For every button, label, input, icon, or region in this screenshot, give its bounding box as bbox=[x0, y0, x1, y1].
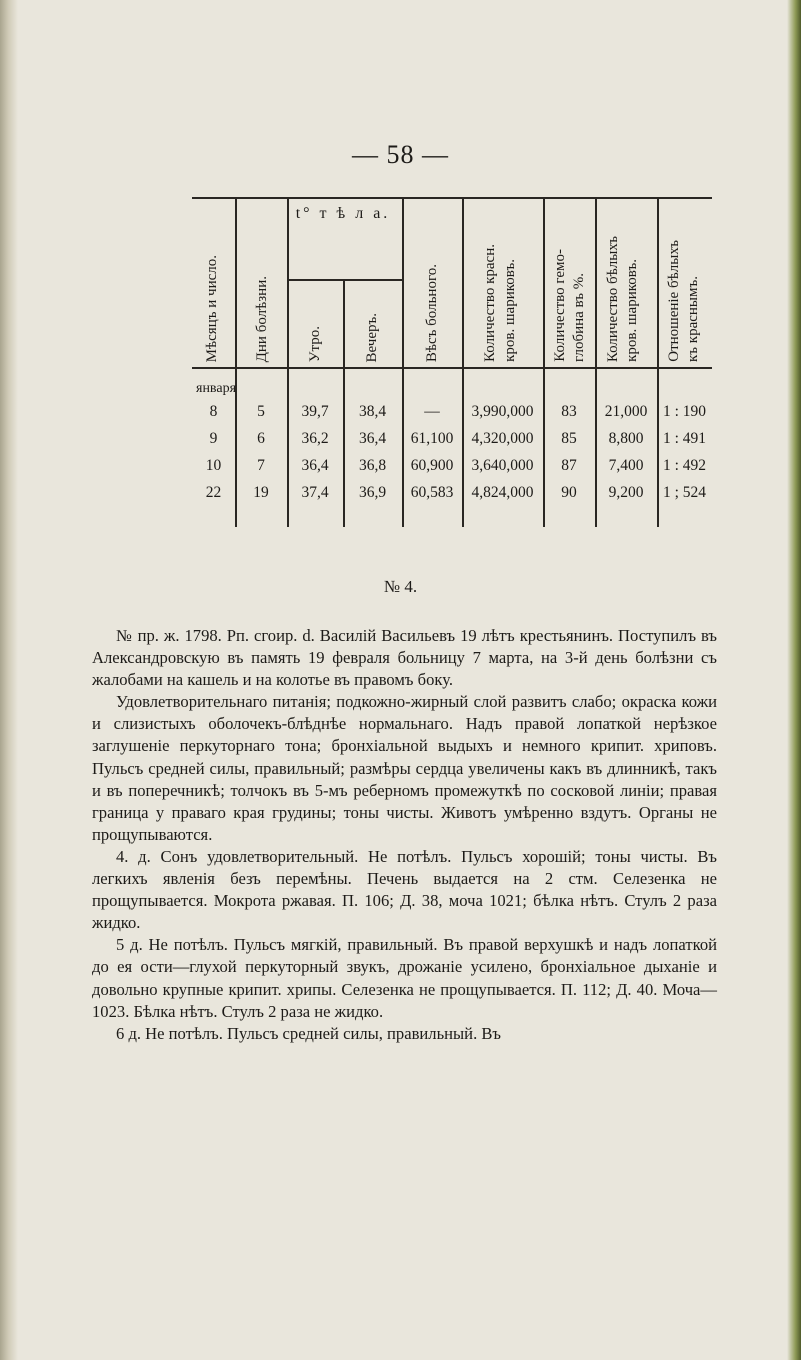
cell-morning: 39,7 bbox=[301, 403, 329, 420]
cell-morning: 36,4 bbox=[301, 457, 329, 474]
cell-weight: 60,583 bbox=[410, 484, 454, 501]
header-ratio-1: Отношеніе бѣлыхъ bbox=[666, 240, 682, 362]
cell-day: 6 bbox=[257, 430, 265, 447]
cell-hemoglobin: 85 bbox=[561, 430, 577, 447]
table-column-rule bbox=[595, 197, 597, 527]
cell-day: 5 bbox=[257, 403, 265, 420]
header-hemoglobin-2: глобина въ %. bbox=[571, 273, 587, 362]
table-column-rule bbox=[287, 197, 289, 527]
cell-morning: 37,4 bbox=[301, 484, 329, 501]
cell-ratio: 1 : 492 bbox=[662, 457, 707, 474]
cell-hemoglobin: 90 bbox=[561, 484, 577, 501]
cell-white-cells: 21,000 bbox=[604, 403, 648, 420]
month-label: января bbox=[196, 381, 237, 396]
header-red-cells-1: Количество красн. bbox=[482, 244, 498, 362]
cell-date: 9 bbox=[209, 430, 218, 447]
cell-evening: 38,4 bbox=[358, 403, 387, 420]
cell-weight: — bbox=[424, 403, 440, 420]
cell-red-cells: 3,640,000 bbox=[471, 457, 534, 474]
header-hemoglobin-1: Количество гемо- bbox=[552, 249, 568, 362]
cell-evening: 36,4 bbox=[358, 430, 387, 447]
paragraph: № пр. ж. 1798. Рп. сгоир. d. Василій Васильевъ 19 лѣтъ крестьянинъ. Поступилъ въ Александровскую въ память 19 февраля больницу 7 марта, на 3-й день болѣзни съ жалобами на кашель и на колотье въ правомъ боку. bbox=[92, 626, 717, 690]
table-top-rule bbox=[192, 197, 712, 199]
cell-evening: 36,9 bbox=[358, 484, 387, 501]
table-column-rule bbox=[235, 197, 237, 527]
header-day: Дни болѣзни. bbox=[254, 275, 270, 362]
header-white-cells-2: кров. шариковъ. bbox=[624, 259, 640, 362]
table-column-rule bbox=[402, 197, 404, 527]
header-ratio-2: къ краснымъ. bbox=[685, 275, 701, 362]
cell-hemoglobin: 87 bbox=[561, 457, 577, 474]
cell-weight: 60,900 bbox=[410, 457, 454, 474]
table-column-rule bbox=[462, 197, 464, 527]
cell-ratio: 1 : 190 bbox=[662, 403, 707, 420]
header-weight: Вѣсъ больного. bbox=[424, 263, 440, 362]
cell-ratio: 1 : 491 bbox=[662, 430, 707, 447]
cell-ratio: 1 ; 524 bbox=[662, 484, 707, 501]
cell-red-cells: 4,320,000 bbox=[471, 430, 534, 447]
paragraph: 4. д. Сонъ удовлетворительный. Не потѣлъ. Пульсъ хорошій; тоны чисты. Въ легкихъ явленія безъ перемѣны. Печень выдается на 2 стм. Селезенка не прощупывается. Мокрота ржавая. П. 106; Д. 38, моча 1021; бѣлка нѣтъ. Стулъ 2 раза жидко. bbox=[92, 846, 717, 933]
header-morning: Утро. bbox=[307, 325, 323, 362]
cell-day: 7 bbox=[257, 457, 265, 474]
paragraph: 5 д. Не потѣлъ. Пульсъ мягкій, правильный. Въ правой верхушкѣ и надъ лопаткой до ея ости—глухой перкуторный звукъ, дрожаніе усилено, бронхіальное дыханіе и довольно крупные крипит. хрипы. Селезенка не прощупывается. П. 112; Д. 40. Моча—1023. Бѣлка нѣтъ. Стулъ 2 раза не жидко. bbox=[92, 935, 717, 1021]
cell-red-cells: 3,990,000 bbox=[471, 403, 534, 420]
header-evening: Вечеръ. bbox=[364, 312, 380, 362]
cell-weight: 61,100 bbox=[410, 430, 454, 447]
table-header-rule bbox=[192, 367, 712, 369]
page-edge-left bbox=[0, 0, 18, 1360]
paragraph: 6 д. Не потѣлъ. Пульсъ средней силы, правильный. Въ bbox=[116, 1023, 502, 1043]
header-temperature: t° т ѣ л а. bbox=[295, 205, 391, 222]
cell-white-cells: 7,400 bbox=[608, 457, 644, 474]
table-column-rule bbox=[657, 197, 659, 527]
header-date: Мѣсяцъ и число. bbox=[204, 254, 220, 362]
paragraph: Удовлетворительнаго питанія; подкожно-жирный слой развитъ слабо; окраска кожи и слизистыхъ оболочекъ-блѣднѣе нормальнаго. Надъ правой лопаткой нерѣзкое заглушеніе перкуторнаго тона; бронхіальной выдыхъ и немного крипит. хриповъ. Пульсъ средней силы, правильный; размѣры сердца увеличены какъ въ длинникѣ, такъ и въ поперечникѣ; толчокъ въ 5-мъ реберномъ промежуткѣ по сосковой линіи; правая граница у праваго края грудины; тоны чисты. Животъ умѣренно вздутъ. Органы не прощупываются. bbox=[92, 692, 717, 844]
temp-subheader-rule bbox=[288, 279, 402, 281]
cell-white-cells: 8,800 bbox=[608, 430, 644, 447]
data-table bbox=[192, 197, 712, 527]
cell-morning: 36,2 bbox=[301, 430, 329, 447]
cell-white-cells: 9,200 bbox=[608, 484, 644, 501]
cell-day: 19 bbox=[253, 484, 269, 501]
header-red-cells-2: кров. шариковъ. bbox=[502, 259, 518, 362]
cell-date: 10 bbox=[205, 457, 222, 474]
page-edge-right bbox=[787, 0, 801, 1360]
table-column-rule bbox=[543, 197, 545, 527]
cell-date: 22 bbox=[205, 484, 222, 501]
page-number: — 58 — bbox=[352, 140, 449, 169]
cell-date: 8 bbox=[209, 403, 218, 420]
cell-red-cells: 4,824,000 bbox=[471, 484, 534, 501]
case-history-text bbox=[92, 625, 717, 1045]
header-white-cells-1: Количество бѣлыхъ bbox=[605, 235, 621, 362]
cell-evening: 36,8 bbox=[358, 457, 387, 474]
cell-hemoglobin: 83 bbox=[561, 403, 577, 420]
section-title: № 4. bbox=[383, 577, 418, 596]
